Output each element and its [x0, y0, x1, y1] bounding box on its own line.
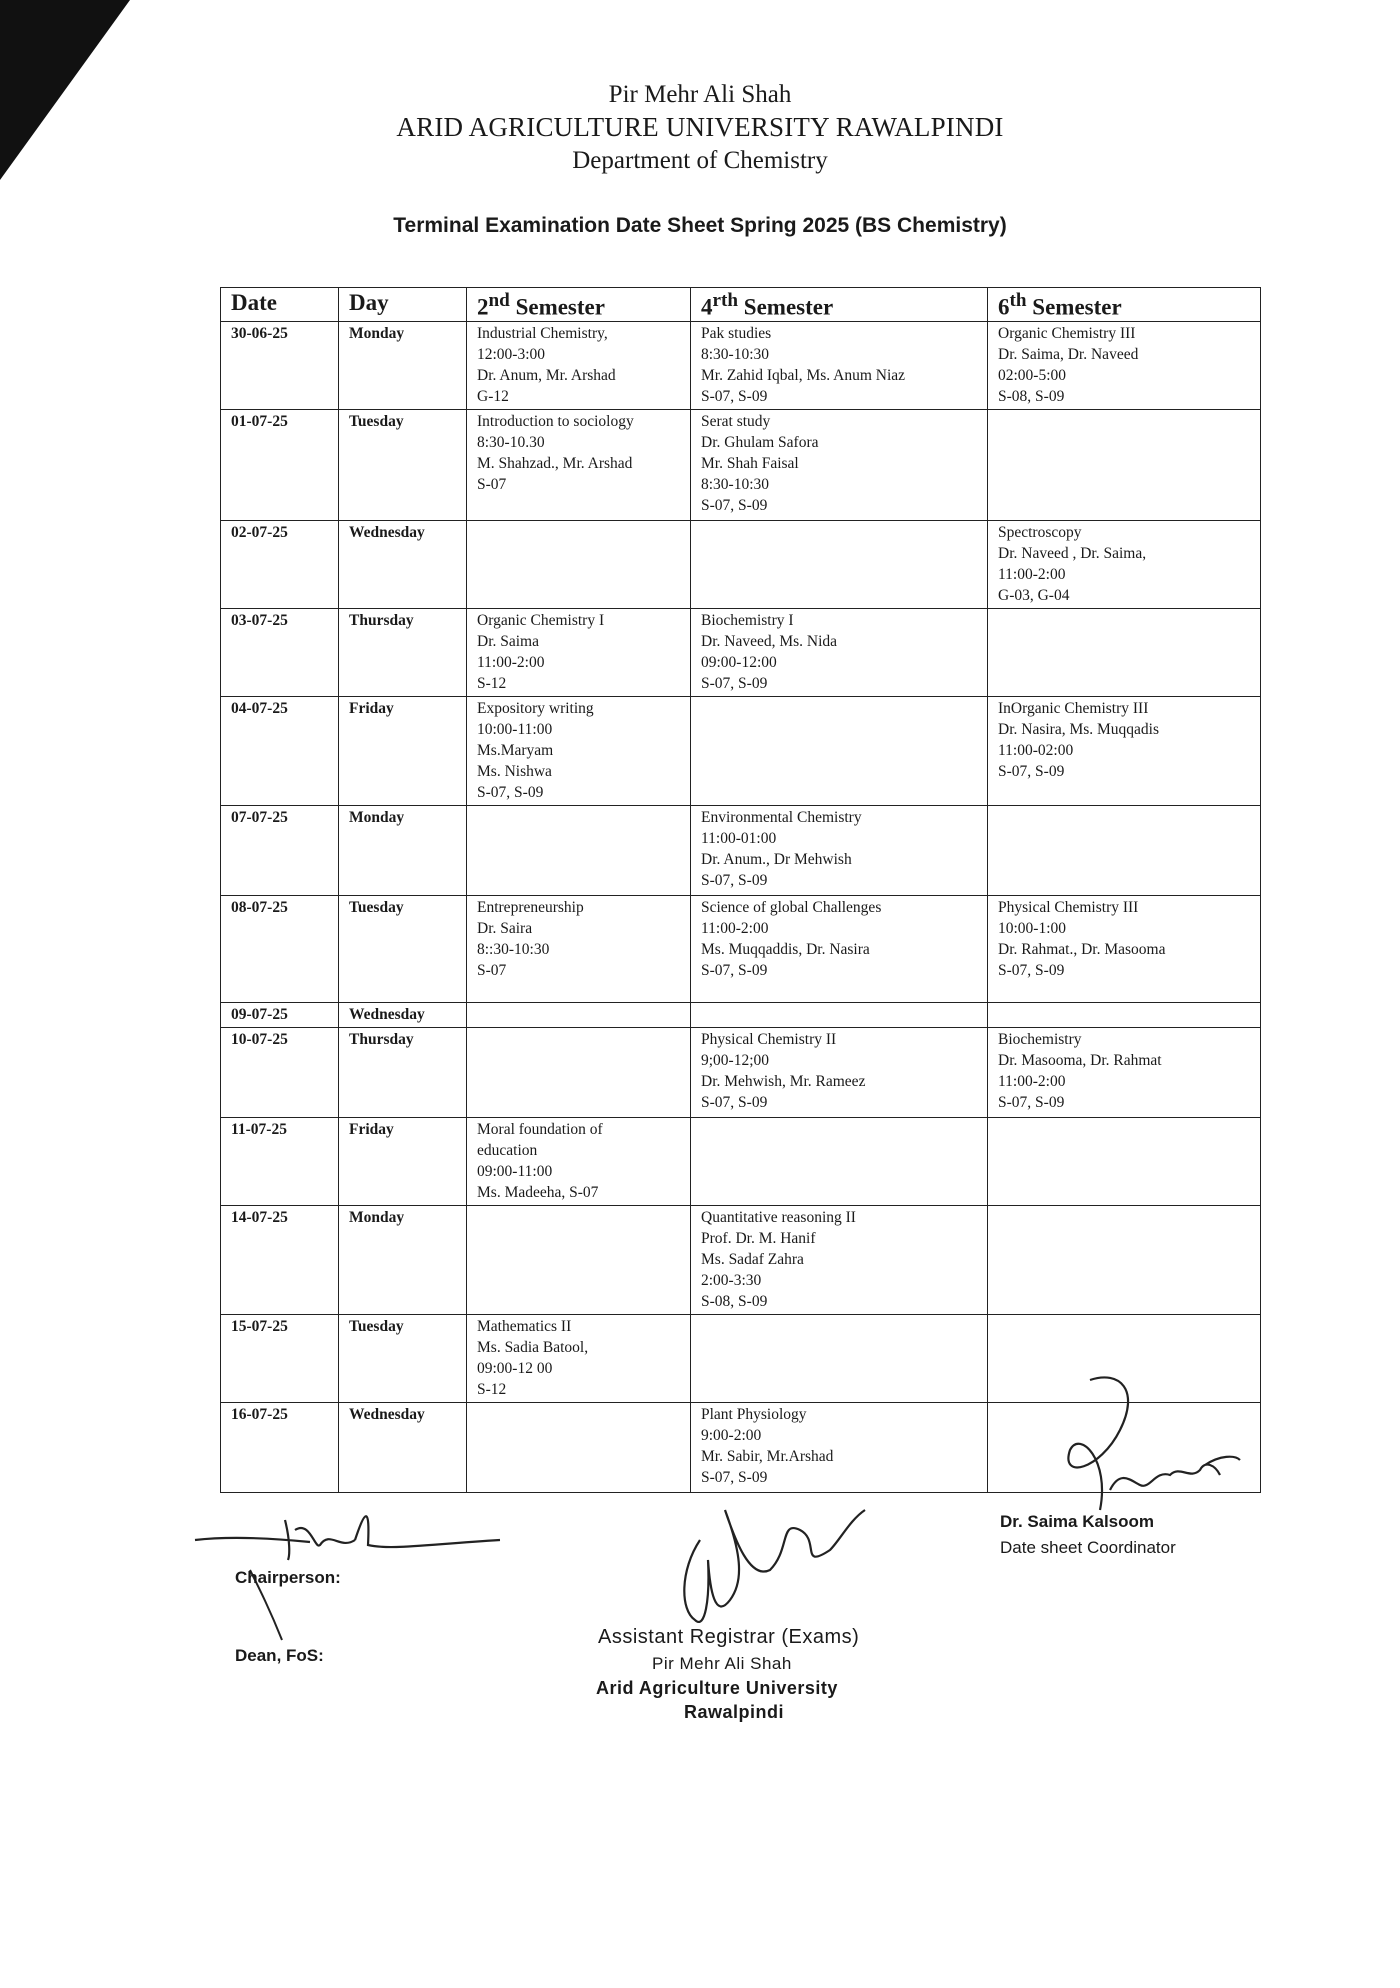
- semester-2-cell: [467, 1205, 691, 1314]
- day-cell: Monday: [339, 1205, 467, 1314]
- cell-line: 02:00-5:00: [998, 366, 1067, 384]
- semester-2-cell: [467, 409, 691, 520]
- semester-4-cell: [691, 1002, 988, 1027]
- date-cell: 16-07-25: [221, 1402, 339, 1492]
- cell-line: Introduction to sociology: [477, 412, 634, 430]
- cell-line: 10:00-1:00: [998, 919, 1067, 937]
- semester-2-cell: [467, 321, 691, 409]
- cell-line: Spectroscopy: [998, 523, 1082, 541]
- date-cell: 07-07-25: [221, 805, 339, 895]
- cell-line: Dr. Anum, Mr. Arshad: [477, 366, 616, 384]
- semester-4-cell: [691, 520, 988, 608]
- cell-line: 10:00-11:00: [477, 720, 553, 738]
- department-name: Department of Chemistry: [572, 147, 828, 174]
- semester-6-cell: [988, 696, 1261, 805]
- cell-line: S-07, S-09: [998, 961, 1065, 979]
- semester-4-cell: [691, 1027, 988, 1117]
- day-cell: Wednesday: [339, 1002, 467, 1027]
- registrar-line-2: Pir Mehr Ali Shah: [652, 1654, 792, 1673]
- date-cell: 10-07-25: [221, 1027, 339, 1117]
- cell-line: S-07, S-09: [701, 1468, 768, 1486]
- cell-line: 11:00-2:00: [477, 653, 545, 671]
- semester-2-cell: [467, 1002, 691, 1027]
- coordinator-signature: [1030, 1370, 1270, 1520]
- cell-line: Mr. Shah Faisal: [701, 454, 799, 472]
- day-cell: Monday: [339, 321, 467, 409]
- cell-line: Ms.Maryam: [477, 741, 554, 759]
- cell-line: Dr. Masooma, Dr. Rahmat: [998, 1051, 1162, 1069]
- header-line-1: Pir Mehr Ali Shah: [608, 81, 792, 108]
- semester-2-cell: [467, 1314, 691, 1402]
- cell-line: 8::30-10:30: [477, 940, 550, 958]
- day-cell: Wednesday: [339, 1402, 467, 1492]
- cell-line: Dr. Naveed , Dr. Saima,: [998, 544, 1147, 562]
- registrar-line-3: Arid Agriculture University: [596, 1678, 838, 1698]
- cell-line: Environmental Chemistry: [701, 808, 862, 826]
- cell-line: S-08, S-09: [701, 1292, 768, 1310]
- semester-4-cell: [691, 1117, 988, 1205]
- cell-line: Mathematics II: [477, 1317, 572, 1335]
- column-header-semester-2: 2nd Semester: [467, 288, 691, 322]
- table-row: [221, 321, 1261, 409]
- cell-line: Dr. Mehwish, Mr. Rameez: [701, 1072, 866, 1090]
- date-cell: 09-07-25: [221, 1002, 339, 1027]
- day-cell: Tuesday: [339, 895, 467, 1002]
- cell-line: S-07, S-09: [701, 1093, 768, 1111]
- cell-line: M. Shahzad., Mr. Arshad: [477, 454, 633, 472]
- table-row: [221, 895, 1261, 1002]
- cell-line: Ms. Nishwa: [477, 762, 552, 780]
- cell-line: Ms. Sadaf Zahra: [701, 1250, 804, 1268]
- date-cell: 30-06-25: [221, 321, 339, 409]
- cell-line: Ms. Madeeha, S-07: [477, 1183, 599, 1201]
- cell-line: 8:30-10:30: [701, 475, 770, 493]
- semester-2-cell: [467, 608, 691, 696]
- table-row: [221, 520, 1261, 608]
- semester-2-cell: [467, 1402, 691, 1492]
- date-cell: 01-07-25: [221, 409, 339, 520]
- day-cell: Thursday: [339, 608, 467, 696]
- semester-2-cell: [467, 696, 691, 805]
- date-cell: 14-07-25: [221, 1205, 339, 1314]
- cell-line: G-12: [477, 387, 509, 405]
- cell-line: education: [477, 1141, 538, 1159]
- cell-line: Entrepreneurship: [477, 898, 584, 916]
- date-cell: 11-07-25: [221, 1117, 339, 1205]
- cell-line: Quantitative reasoning II: [701, 1208, 856, 1226]
- semester-6-cell: [988, 1117, 1261, 1205]
- semester-2-cell: [467, 1117, 691, 1205]
- cell-line: Mr. Sabir, Mr.Arshad: [701, 1447, 834, 1465]
- cell-line: 12:00-3:00: [477, 345, 546, 363]
- cell-line: Mr. Zahid Iqbal, Ms. Anum Niaz: [701, 366, 906, 384]
- cell-line: 11:00-01:00: [701, 829, 777, 847]
- date-sheet-body: [221, 321, 1261, 1492]
- cell-line: S-12: [477, 674, 507, 692]
- date-cell: 08-07-25: [221, 895, 339, 1002]
- cell-line: Biochemistry I: [701, 611, 794, 629]
- registrar-line-4: Rawalpindi: [684, 1702, 785, 1722]
- date-cell: 02-07-25: [221, 520, 339, 608]
- semester-6-cell: [988, 520, 1261, 608]
- semester-6-cell: [988, 321, 1261, 409]
- chairperson-label: Chairperson:: [235, 1568, 341, 1587]
- semester-2-cell: [467, 805, 691, 895]
- day-cell: Tuesday: [339, 1314, 467, 1402]
- semester-4-cell: [691, 321, 988, 409]
- semester-6-cell: [988, 409, 1261, 520]
- semester-4-cell: [691, 696, 988, 805]
- cell-line: Prof. Dr. M. Hanif: [701, 1229, 816, 1247]
- semester-2-cell: [467, 895, 691, 1002]
- date-cell: 15-07-25: [221, 1314, 339, 1402]
- cell-line: S-07: [477, 475, 507, 493]
- cell-line: Pak studies: [701, 324, 772, 342]
- cell-line: S-07, S-09: [477, 783, 544, 801]
- registrar-title: Assistant Registrar (Exams): [598, 1626, 860, 1648]
- date-cell: 03-07-25: [221, 608, 339, 696]
- cell-line: 11:00-2:00: [998, 565, 1066, 583]
- cell-line: 11:00-2:00: [701, 919, 769, 937]
- cell-line: Industrial Chemistry,: [477, 324, 608, 342]
- cell-line: Dr. Saima: [477, 632, 539, 650]
- cell-line: S-07, S-09: [701, 387, 768, 405]
- semester-4-cell: [691, 409, 988, 520]
- cell-line: 9;00-12;00: [701, 1051, 770, 1069]
- cell-line: Moral foundation of: [477, 1120, 603, 1138]
- cell-line: 9:00-2:00: [701, 1426, 762, 1444]
- cell-line: Dr. Saira: [477, 919, 533, 937]
- date-cell: 04-07-25: [221, 696, 339, 805]
- table-row: [221, 1117, 1261, 1205]
- cell-line: Dr. Nasira, Ms. Muqqadis: [998, 720, 1160, 738]
- cell-line: S-07, S-09: [701, 871, 768, 889]
- day-cell: Monday: [339, 805, 467, 895]
- cell-line: 11:00-02:00: [998, 741, 1074, 759]
- semester-4-cell: [691, 805, 988, 895]
- table-row: [221, 1002, 1261, 1027]
- semester-4-cell: [691, 1205, 988, 1314]
- cell-line: Organic Chemistry I: [477, 611, 605, 629]
- university-name: ARID AGRICULTURE UNIVERSITY RAWALPINDI: [396, 112, 1004, 142]
- cell-line: Ms. Muqqaddis, Dr. Nasira: [701, 940, 870, 958]
- table-row: [221, 1205, 1261, 1314]
- registrar-signature: [650, 1480, 870, 1650]
- semester-6-cell: [988, 1027, 1261, 1117]
- cell-line: S-08, S-09: [998, 387, 1065, 405]
- semester-2-cell: [467, 1027, 691, 1117]
- cell-line: 09:00-11:00: [477, 1162, 553, 1180]
- cell-line: 09:00-12 00: [477, 1359, 553, 1377]
- dean-label: Dean, FoS:: [235, 1646, 324, 1665]
- column-header-semester-6: 6th Semester: [988, 288, 1261, 322]
- day-cell: Thursday: [339, 1027, 467, 1117]
- cell-line: S-12: [477, 1380, 507, 1398]
- cell-line: Biochemistry: [998, 1030, 1082, 1048]
- cell-line: Plant Physiology: [701, 1405, 807, 1423]
- cell-line: Dr. Ghulam Safora: [701, 433, 819, 451]
- semester-6-cell: [988, 1205, 1261, 1314]
- table-row: [221, 1027, 1261, 1117]
- cell-line: 2:00-3:30: [701, 1271, 762, 1289]
- cell-line: Organic Chemistry III: [998, 324, 1136, 342]
- day-cell: Tuesday: [339, 409, 467, 520]
- column-header-semester-4: $4^{rth}$ Semester: [691, 288, 988, 322]
- table-row: [221, 409, 1261, 520]
- day-cell: Friday: [339, 1117, 467, 1205]
- cell-line: Dr. Anum., Dr Mehwish: [701, 850, 852, 868]
- semester-2-cell: [467, 520, 691, 608]
- semester-4-cell: [691, 608, 988, 696]
- cell-line: Dr. Rahmat., Dr. Masooma: [998, 940, 1166, 958]
- cell-line: Dr. Naveed, Ms. Nida: [701, 632, 838, 650]
- cell-line: S-07, S-09: [998, 762, 1065, 780]
- cell-line: Expository writing: [477, 699, 594, 717]
- cell-line: Physical Chemistry III: [998, 898, 1139, 916]
- semester-6-cell: [988, 1002, 1261, 1027]
- semester-6-cell: [988, 895, 1261, 1002]
- cell-line: Ms. Sadia Batool,: [477, 1338, 589, 1356]
- semester-4-cell: [691, 895, 988, 1002]
- column-header-date: Date: [221, 288, 339, 322]
- cell-line: Physical Chemistry II: [701, 1030, 837, 1048]
- document-title: Terminal Examination Date Sheet Spring 2025 (BS Chemistry): [393, 214, 1007, 237]
- document-header: [0, 78, 1400, 177]
- cell-line: Dr. Saima, Dr. Naveed: [998, 345, 1139, 363]
- table-row: [221, 696, 1261, 805]
- cell-line: S-07, S-09: [701, 674, 768, 692]
- cell-line: 8:30-10.30: [477, 433, 545, 451]
- cell-line: 09:00-12:00: [701, 653, 777, 671]
- semester-4-cell: [691, 1402, 988, 1492]
- coordinator-role: Date sheet Coordinator: [1000, 1538, 1176, 1557]
- cell-line: S-07: [477, 961, 507, 979]
- day-cell: Wednesday: [339, 520, 467, 608]
- table-row: [221, 608, 1261, 696]
- day-cell: Friday: [339, 696, 467, 805]
- cell-line: Science of global Challenges: [701, 898, 882, 916]
- table-header-row: [221, 288, 1261, 322]
- semester-6-cell: [988, 608, 1261, 696]
- cell-line: S-07, S-09: [701, 961, 768, 979]
- cell-line: 11:00-2:00: [998, 1072, 1066, 1090]
- coordinator-name: Dr. Saima Kalsoom: [1000, 1512, 1155, 1531]
- cell-line: S-07, S-09: [701, 496, 768, 514]
- semester-6-cell: [988, 805, 1261, 895]
- cell-line: S-07, S-09: [998, 1093, 1065, 1111]
- cell-line: InOrganic Chemistry III: [998, 699, 1149, 717]
- cell-line: Serat study: [701, 412, 771, 430]
- cell-line: 8:30-10:30: [701, 345, 770, 363]
- date-sheet-table: [220, 287, 1261, 1493]
- semester-4-cell: [691, 1314, 988, 1402]
- column-header-day: Day: [339, 288, 467, 322]
- cell-line: G-03, G-04: [998, 586, 1070, 604]
- table-row: [221, 805, 1261, 895]
